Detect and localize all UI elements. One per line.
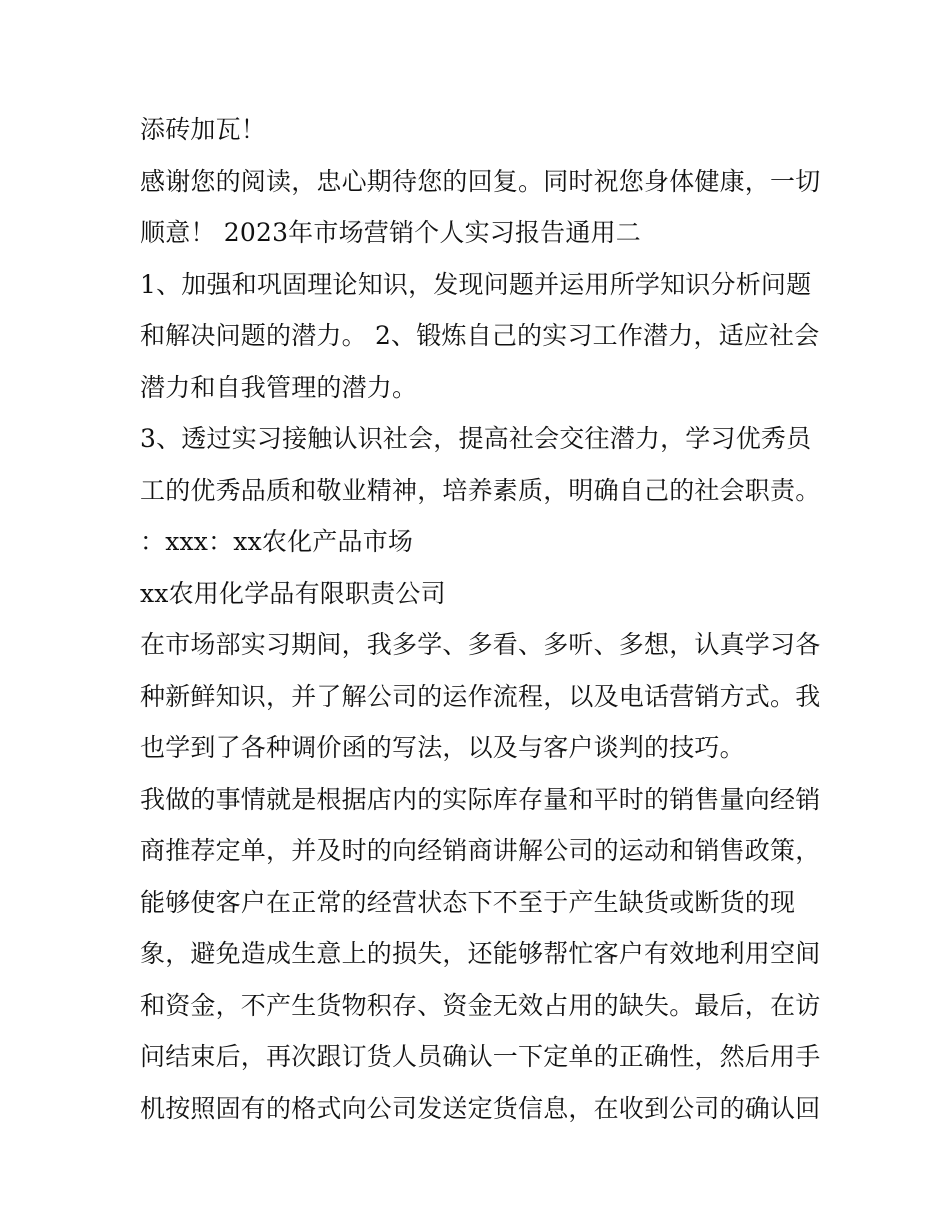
text-line: 种新鲜知识，并了解公司的运作流程，以及电话营销方式。我 [140,681,820,711]
text-line: 1、加强和巩固理论知识，发现问题并运用所学知识分析问题 [140,269,812,299]
text-line: 能够使客户在正常的经营状态下不至于产生缺货或断货的现 [140,887,796,917]
text-line: 顺意！ 2023年市场营销个人实习报告通用二 [140,218,641,247]
text-line: 工的优秀品质和敬业精神，培养素质，明确自己的社会职责。 [140,475,820,505]
body-text [140,104,820,1134]
text-line: 问结束后，再次跟订货人员确认一下定单的正确性，然后用手 [140,1042,820,1071]
text-line: 商推荐定单，并及时的向经销商讲解公司的运动和销售政策， [140,836,820,865]
text-line: 和解决问题的潜力。 2、锻炼自己的实习工作潜力，适应社会 [140,321,820,350]
text-line: ：xxx：xx农化产品市场 [140,527,414,556]
text-line: 我做的事情就是根据店内的实际库存量和平时的销售量向经销 [140,784,820,814]
text-line: 潜力和自我管理的潜力。 [140,372,418,402]
text-line: 感谢您的阅读，忠心期待您的回复。同时祝您身体健康，一切 [140,166,820,196]
text-line: 机按照固有的格式向公司发送定货信息，在收到公司的确认回 [140,1093,820,1123]
text-line: 也学到了各种调价函的写法，以及与客户谈判的技巧。 [140,733,745,762]
text-line: xx农用化学品有限职责公司 [140,578,446,608]
text-line: 象，避免造成生意上的损失，还能够帮忙客户有效地利用空间 [140,939,820,968]
text-line: 3、透过实习接触认识社会，提高社会交往潜力，学习优秀员 [140,424,812,453]
text-line: 在市场部实习期间，我多学、多看、多听、多想，认真学习各 [140,630,820,659]
text-line: 添砖加瓦！ [140,115,267,144]
text-line: 和资金，不产生货物积存、资金无效占用的缺失。最后，在访 [140,990,820,1020]
